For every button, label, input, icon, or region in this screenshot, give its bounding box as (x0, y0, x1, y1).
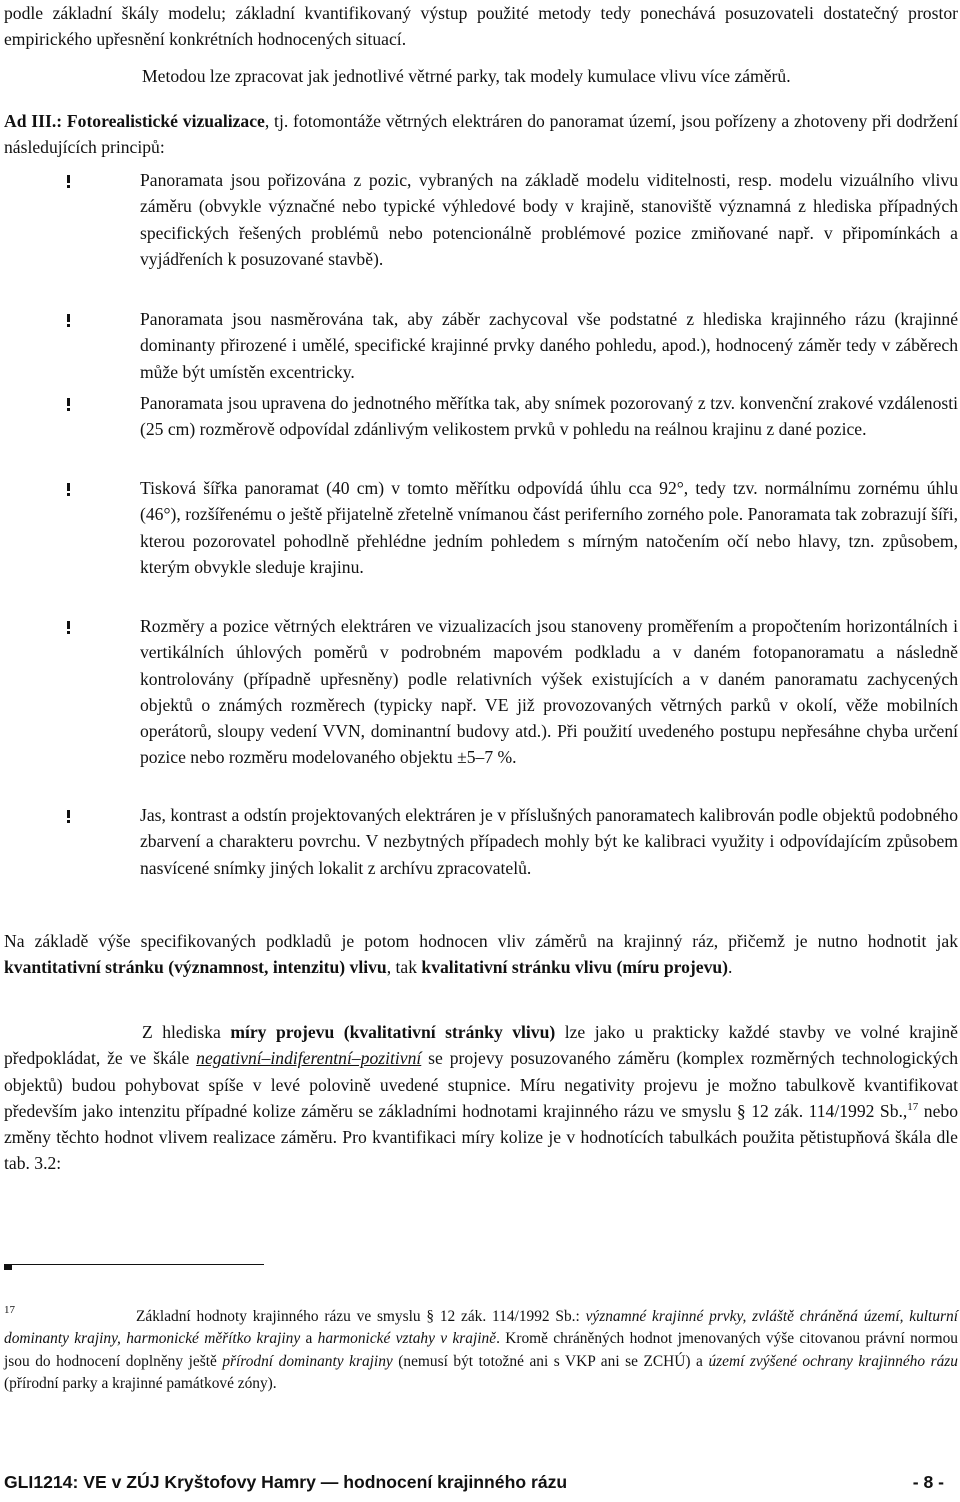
exclamation-bullet-icon (66, 175, 70, 187)
exclamation-bullet-icon (66, 483, 70, 495)
text-run-italic: území zvýšené ochrany krajinného rázu (708, 1352, 958, 1370)
text-run-italic: přírodní dominanty krajiny (222, 1352, 393, 1370)
paragraph-measure (4, 1019, 958, 1177)
exclamation-bullet-icon (66, 621, 70, 633)
text-run: , tak (386, 957, 422, 978)
list-item-text: Panoramata jsou pořizována z pozic, vybraných na základě modelu viditelnosti, resp. modelu vizuálního vlivu záměru (obvykle význačné nebo typické výhledové body v krajině, stanoviště významná z hlediska případných specifických řešených problémů nebo potencionálně problémové pozice zmiňované např. v připomínkách a vyjádřeních k posuzované stavbě). (140, 170, 958, 269)
text-run: Z hlediska (142, 1022, 231, 1042)
emphasis-quantitative: kvantitativní stránku (významnost, intenzitu) vlivu (4, 957, 387, 978)
emphasis-measure: míry projevu (kvalitativní stránky vlivu) (230, 1022, 556, 1042)
section-heading-ad3: Ad III.: Fotorealistické vizualizace (4, 111, 265, 131)
text-run: lze jako u prakticky každé stavby ve volné krajině předpokládat, že ve škále (4, 1022, 958, 1069)
text-run: (přírodní parky a krajinné památkové zóny). (4, 1375, 277, 1393)
footnote-separator (4, 1264, 264, 1265)
paragraph-method: Metodou lze zpracovat jak jednotlivé větrné parky, tak modely kumulace vlivu více záměrů. (142, 66, 791, 86)
list-item-text: Jas, kontrast a odstín projektovaných elektráren je v příslušných panoramatech kalibrován podle objektů podobného zbarvení a charakteru povrchu. V nezbytných případech mohly být ke kalibraci využity i odpovídajícím způsobem nasvícené snímky jiných lokalit z archívu zpracovatelů. (140, 805, 958, 878)
text-run-italic: harmonické vztahy v krajině (317, 1330, 497, 1348)
footnote-ref[interactable]: 17 (907, 1101, 919, 1114)
text-run: . (728, 957, 733, 978)
text-run-italic: významné krajinné prvky, zvláště chráněná území, kulturní dominanty krajiny, harmonické měřítko krajiny (4, 1308, 958, 1348)
footnote-number: 17 (4, 1304, 15, 1316)
paragraph-intro-continuation: podle základní škály modelu; základní kvantifikovaný výstup použité metody tedy ponechává posuzovateli dostatečný prostor empirického upřesnění konkrétních hodnocených situací. (4, 3, 958, 50)
text-run: se projevy posuzovaného záměru (komplex rozměrných technologických objektů) budou pohybovat spíše v levé polovině uvedené stupnice. Míru negativity projevu je možno tabulkově kvantifikovat především jako intenzitu případné kolize záměru se základními hodnotami krajinného rázu ve smyslu § 12 zák. 114/1992 Sb., (4, 1048, 958, 1121)
list-item-text: Tisková šířka panoramat (40 cm) v tomto měřítku odpovídá úhlu cca 92°, tedy tzv. normálnímu zornému úhlu (46°), rozšířenému o ještě přijatelně zřetelně vnímanou část periferního zorného pole. Panoramata tak zobrazují šíři, kterou pozorovatel pohodlně přehlédne jedním pohledem s mírným natočením očí nebo hlavy, tzn. způsobem, kterým obvykle sleduje krajinu. (140, 478, 958, 577)
list-item-text: Panoramata jsou nasměrována tak, aby záběr zachycoval vše podstatné z hlediska krajinného rázu (krajinné dominanty přirozené i umělé, specifické krajinné prvky daného pohledu, apod.), hodnocený záměr tedy v záběrech může být umístěn excentricky. (140, 309, 958, 382)
text-run: a (300, 1330, 318, 1348)
footer-title: GLI1214: VE v ZÚJ Kryštofovy Hamry — hodnocení krajinného rázu (4, 1472, 568, 1492)
text-run: nebo změny těchto hodnot vlivem realizace záměru. Pro kvantifikaci míry kolize je v hodnotících tabulkách použita pětistupňová škála dle tab. 3.2: (4, 1100, 958, 1174)
page-footer (4, 1472, 944, 1493)
list-item-text: Rozměry a pozice větrných elektráren ve vizualizacích jsou stanoveny proměřením a propočtením horizontálních i vertikálních úhlových poměrů v podrobném mapovém podkladu a v daném fotopanoramatu a následně kontrolovány (případně upřesněny) podle relativních výšek existujících a v daném panoramatu zachycených objektů o známých rozměrech (typicky např. VE již provozovaných větrných parků v okolí, věže mobilních operátorů, sloupy vedení VVN, dominantní budovy atd.). Při použití uvedeného postupu nepřesáhne chyba určení pozice nebo rozměru modelovaného objektu ±5–7 %. (140, 616, 958, 768)
emphasis-qualitative: kvalitativní stránku vlivu (míru projevu) (421, 957, 729, 978)
exclamation-bullet-icon (66, 810, 70, 822)
page-number: - 8 - (912, 1472, 944, 1492)
section-ad3 (4, 108, 958, 161)
footnote-text (4, 1306, 958, 1396)
list-item-text: Panoramata jsou upravena do jednotného měřítka tak, aby snímek pozorovaný z tzv. konvenční zrakové vzdálenosti (25 cm) rozměrově odpovídal zdánlivým velikostem prvků v pohledu na reálnou krajinu z dané pozice. (140, 393, 958, 440)
exclamation-bullet-icon (66, 398, 70, 410)
text-run: (nemusí být totožné ani s VKP ani se ZCHÚ) a (392, 1352, 709, 1370)
text-run: Na základě výše specifikovaných podkladů je potom hodnocen vliv záměrů na krajinný ráz, přičemž je nutno hodnotit jak (4, 931, 958, 951)
section-ad3-text: , tj. fotomontáže větrných elektráren do panoramat území, jsou pořízeny a zhotoveny při dodržení následujících principů: (4, 111, 958, 158)
scale-term: negativní–indiferentní–pozitivní (196, 1048, 422, 1069)
footnote-separator-mark (4, 1264, 12, 1270)
paragraph-basis (4, 928, 958, 981)
text-run: Základní hodnoty krajinného rázu ve smyslu § 12 zák. 114/1992 Sb.: (136, 1308, 586, 1325)
text-run: . Kromě chráněných hodnot jmenovaných výše citovanou právní normou jsou do hodnocení doplněny ještě (4, 1330, 958, 1370)
exclamation-bullet-icon (66, 314, 70, 326)
